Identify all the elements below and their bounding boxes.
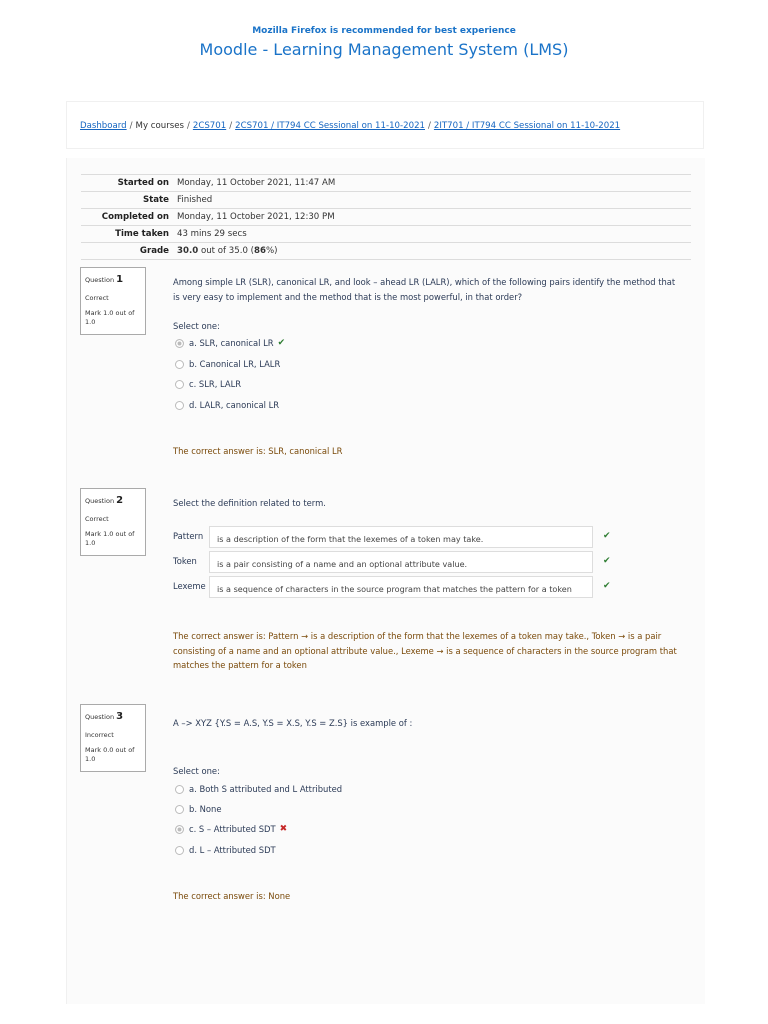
q3-option-a[interactable]	[175, 784, 342, 794]
option-label: a. Both S attributed and L Attributed	[189, 784, 343, 794]
radio[interactable]	[175, 805, 184, 814]
summary-value: Finished	[173, 192, 691, 209]
quiz-review	[66, 158, 705, 1004]
option-label: b. None	[189, 804, 222, 814]
option-label: b. Canonical LR, LALR	[189, 359, 281, 369]
q3-option-d[interactable]	[175, 845, 276, 855]
summary-label: State	[81, 192, 173, 209]
option-label: d. LALR, canonical LR	[189, 400, 280, 410]
select-one-label: Select one:	[173, 321, 220, 331]
match-row-token	[173, 551, 613, 573]
q1-option-c[interactable]	[175, 379, 241, 389]
site-title[interactable]: Moodle - Learning Management System (LMS)	[199, 40, 569, 59]
match-term: Lexeme	[173, 581, 206, 591]
question-prefix: Question	[85, 276, 115, 284]
breadcrumb-my-courses: My courses	[135, 121, 184, 131]
summary-row	[81, 226, 691, 243]
radio[interactable]	[175, 360, 184, 369]
breadcrumb-section[interactable]: 2CS701 / IT794 CC Sessional on 11-10-2021	[235, 121, 425, 131]
summary-row-grade	[81, 243, 691, 260]
match-row-pattern	[173, 526, 613, 548]
correct-check-icon: ✔	[603, 581, 611, 591]
radio-selected[interactable]	[175, 339, 184, 348]
breadcrumb-course[interactable]: 2CS701	[192, 121, 227, 131]
radio-selected[interactable]	[175, 825, 184, 834]
grade-value	[173, 243, 691, 260]
question-3-text: A –> XYZ {Y.S = A.S, Y.S = X.S, Y.S = Z.S} is example of :	[173, 718, 413, 728]
summary-row	[81, 209, 691, 226]
incorrect-cross-icon: ✖	[279, 824, 288, 834]
question-3-info	[80, 704, 146, 772]
option-label: a. SLR, canonical LR	[189, 338, 274, 348]
select-one-label: Select one:	[173, 766, 220, 776]
browser-recommendation: Mozilla Firefox is recommended for best experience	[252, 26, 516, 36]
question-2-info	[80, 488, 146, 556]
match-row-lexeme	[173, 576, 613, 598]
match-term: Token	[173, 556, 197, 566]
summary-value: Monday, 11 October 2021, 12:30 PM	[173, 209, 691, 226]
q3-correct-answer: The correct answer is: None	[173, 891, 291, 901]
summary-value: 43 mins 29 secs	[173, 226, 691, 243]
option-label: c. SLR, LALR	[189, 379, 242, 389]
grade-score: 30.0	[177, 246, 199, 256]
question-mark: Mark 0.0 out of 1.0	[85, 746, 135, 764]
question-mark: Mark 1.0 out of 1.0	[85, 309, 135, 327]
grade-outof: out of 35.0 (	[198, 246, 254, 256]
option-label: c. S – Attributed SDT	[189, 824, 276, 834]
radio[interactable]	[175, 846, 184, 855]
match-term: Pattern	[173, 531, 204, 541]
summary-label: Time taken	[81, 226, 173, 243]
grade-percent: 86	[254, 246, 266, 256]
question-status: Correct	[85, 293, 109, 302]
question-1-text: Among simple LR (SLR), canonical LR, and look – ahead LR (LALR), which of the following pairs identify the method that is very easy to implement and the method that is the most powerful, in that order?	[173, 277, 676, 302]
q1-option-a[interactable]	[175, 338, 285, 348]
radio[interactable]	[175, 401, 184, 410]
question-mark: Mark 1.0 out of 1.0	[85, 530, 135, 548]
summary-value: Monday, 11 October 2021, 11:47 AM	[173, 175, 691, 192]
attempt-summary-table	[81, 174, 691, 260]
correct-check-icon: ✔	[277, 338, 286, 348]
question-prefix: Question	[85, 713, 115, 721]
radio[interactable]	[175, 380, 184, 389]
question-status: Correct	[85, 514, 109, 523]
breadcrumb-quiz[interactable]: 2IT701 / IT794 CC Sessional on 11-10-2021	[433, 121, 621, 131]
q1-option-b[interactable]	[175, 359, 280, 369]
question-2-text: Select the definition related to term.	[173, 498, 326, 508]
question-prefix: Question	[85, 497, 115, 505]
match-select[interactable]: is a description of the form that the lexemes of a token may take.	[209, 526, 593, 548]
site-banner	[0, 0, 768, 59]
q3-option-c[interactable]	[175, 824, 287, 834]
summary-row	[81, 175, 691, 192]
q3-option-b[interactable]	[175, 804, 222, 814]
match-select[interactable]: is a sequence of characters in the source program that matches the pattern for a token	[209, 576, 593, 598]
radio[interactable]	[175, 785, 184, 794]
q1-correct-answer: The correct answer is: SLR, canonical LR	[173, 446, 343, 456]
question-number: 2	[116, 495, 124, 506]
question-status: Incorrect	[85, 730, 114, 739]
q1-option-d[interactable]	[175, 400, 279, 410]
question-1-info	[80, 267, 146, 335]
option-label: d. L – Attributed SDT	[189, 845, 276, 855]
grade-suffix: %)	[265, 246, 278, 256]
summary-label: Started on	[81, 175, 173, 192]
question-number: 1	[116, 274, 124, 285]
q2-correct-answer: The correct answer is: Pattern → is a description of the form that the lexemes of a token may take., Token → is a pair consisting of a name and an optional attribute value., Lexeme → is a sequence of characters in the source program that matches the pattern for a token	[173, 631, 677, 671]
summary-label: Grade	[81, 243, 173, 260]
breadcrumb-bar	[66, 101, 704, 149]
summary-row	[81, 192, 691, 209]
correct-check-icon: ✔	[603, 531, 611, 541]
breadcrumb-dashboard[interactable]: Dashboard	[80, 121, 127, 131]
breadcrumb: Dashboard / My courses / 2CS701 / 2CS701 / IT794 CC Sessional on 11-10-2021 / 2IT701 / IT794 CC Sessional on 11-10-2021	[80, 121, 621, 131]
summary-label: Completed on	[81, 209, 173, 226]
correct-check-icon: ✔	[603, 556, 611, 566]
match-select[interactable]: is a pair consisting of a name and an optional attribute value.	[209, 551, 593, 573]
question-number: 3	[116, 711, 124, 722]
